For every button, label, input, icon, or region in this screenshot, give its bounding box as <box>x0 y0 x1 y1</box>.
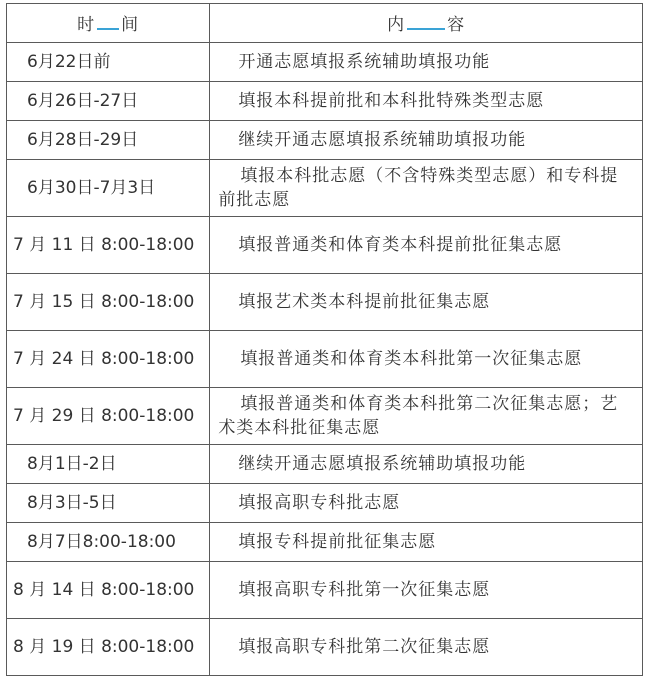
content-cell: 填报普通类和体育类本科批第一次征集志愿 <box>210 331 643 388</box>
table-row <box>7 331 643 388</box>
content-cell: 继续开通志愿填报系统辅助填报功能 <box>210 121 643 160</box>
content-column-header <box>210 4 643 43</box>
content-cell: 填报高职专科批第二次征集志愿 <box>210 619 643 676</box>
header-row <box>7 4 643 43</box>
time-cell: 8 月 19 日 8:00-18:00 <box>7 619 210 676</box>
content-cell: 填报高职专科批第一次征集志愿 <box>210 562 643 619</box>
content-cell: 填报本科批志愿（不含特殊类型志愿）和专科提前批志愿 <box>210 160 643 217</box>
time-header-char-2: 间 <box>121 14 140 35</box>
content-cell: 填报艺术类本科提前批征集志愿 <box>210 274 643 331</box>
table-row <box>7 484 643 523</box>
content-cell: 填报普通类和体育类本科提前批征集志愿 <box>210 217 643 274</box>
table-row <box>7 388 643 445</box>
time-cell: 8月7日8:00-18:00 <box>7 523 210 562</box>
table-row <box>7 523 643 562</box>
time-cell: 8月1日-2日 <box>7 445 210 484</box>
table-row <box>7 82 643 121</box>
content-cell: 继续开通志愿填报系统辅助填报功能 <box>210 445 643 484</box>
table-row <box>7 619 643 676</box>
table-row <box>7 160 643 217</box>
content-header-underline <box>407 10 445 30</box>
content-cell: 填报普通类和体育类本科批第二次征集志愿；艺术类本科批征集志愿 <box>210 388 643 445</box>
time-column-header <box>7 4 210 43</box>
content-cell: 填报高职专科批志愿 <box>210 484 643 523</box>
time-cell: 6月26日-27日 <box>7 82 210 121</box>
table-row <box>7 217 643 274</box>
time-header-char-1: 时 <box>77 14 96 35</box>
schedule-table <box>6 3 643 676</box>
content-header-char-2: 容 <box>447 14 466 35</box>
time-cell: 7 月 15 日 8:00-18:00 <box>7 274 210 331</box>
table-row <box>7 445 643 484</box>
time-cell: 6月30日-7月3日 <box>7 160 210 217</box>
content-cell: 填报专科提前批征集志愿 <box>210 523 643 562</box>
time-cell: 8月3日-5日 <box>7 484 210 523</box>
time-cell: 8 月 14 日 8:00-18:00 <box>7 562 210 619</box>
table-row <box>7 43 643 82</box>
content-header-char-1: 内 <box>387 14 406 35</box>
time-cell: 6月28日-29日 <box>7 121 210 160</box>
content-cell: 填报本科提前批和本科批特殊类型志愿 <box>210 82 643 121</box>
content-cell: 开通志愿填报系统辅助填报功能 <box>210 43 643 82</box>
table-row <box>7 121 643 160</box>
table-row <box>7 274 643 331</box>
time-cell: 7 月 11 日 8:00-18:00 <box>7 217 210 274</box>
time-cell: 7 月 29 日 8:00-18:00 <box>7 388 210 445</box>
time-cell: 6月22日前 <box>7 43 210 82</box>
table-row <box>7 562 643 619</box>
time-header-underline <box>97 10 119 30</box>
time-cell: 7 月 24 日 8:00-18:00 <box>7 331 210 388</box>
